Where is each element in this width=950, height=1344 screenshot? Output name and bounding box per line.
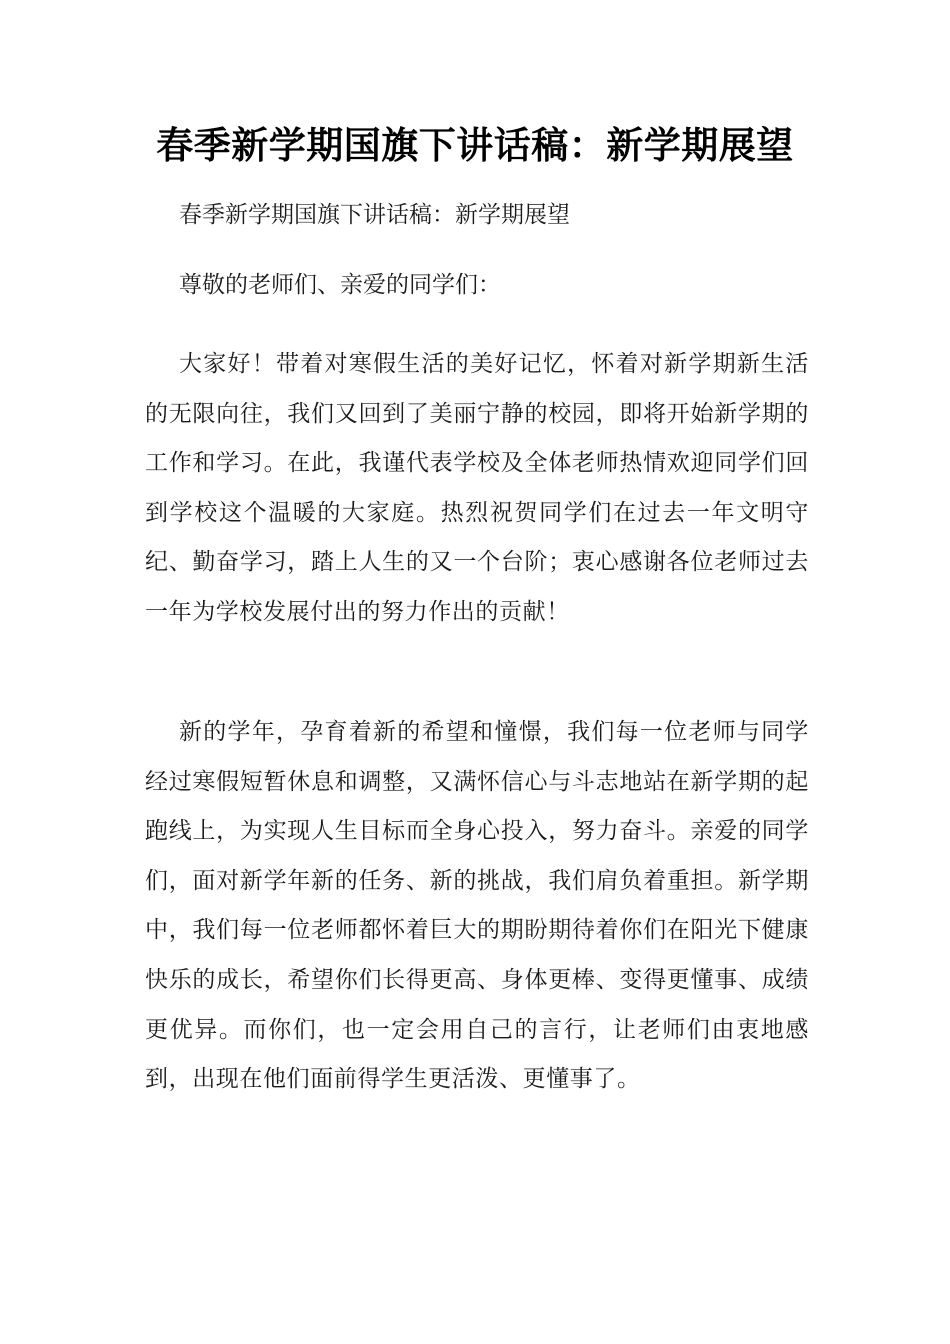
body-paragraph-2: 新的学年，孕育着新的希望和憧憬，我们每一位老师与同学经过寒假短暂休息和调整，又满怀信心与斗志地站在新学期的起跑线上，为实现人生目标而全身心投入，努力奋斗。亲爱的同学们，面对新学年新的任务、新的挑战，我们肩负着重担。新学期中，我们每一位老师都怀着巨大的期盼期待着你们在阳光下健康快乐的成长，希望你们长得更高、身体更棒、变得更懂事、成绩更优异。而你们，也一定会用自己的言行，让老师们由衷地感到，出现在他们面前得学生更活泼、更懂事了。: [145, 719, 809, 1093]
greeting-paragraph: 尊敬的老师们、亲爱的同学们：: [179, 272, 501, 298]
document-title: 春季新学期国旗下讲话稿：新学期展望: [156, 123, 794, 167]
subtitle-paragraph: 春季新学期国旗下讲话稿：新学期展望: [179, 202, 570, 228]
body-paragraph-1: 大家好！带着对寒假生活的美好记忆，怀着对新学期新生活的无限向往，我们又回到了美丽宁静的校园，即将开始新学期的工作和学习。在此，我谨代表学校及全体老师热情欢迎同学们回到学校这个温暖的大家庭。热烈祝贺同学们在过去一年文明守纪、勤奋学习，踏上人生的又一个台阶；衷心感谢各位老师过去一年为学校发展付出的努力作出的贡献！: [145, 351, 809, 625]
